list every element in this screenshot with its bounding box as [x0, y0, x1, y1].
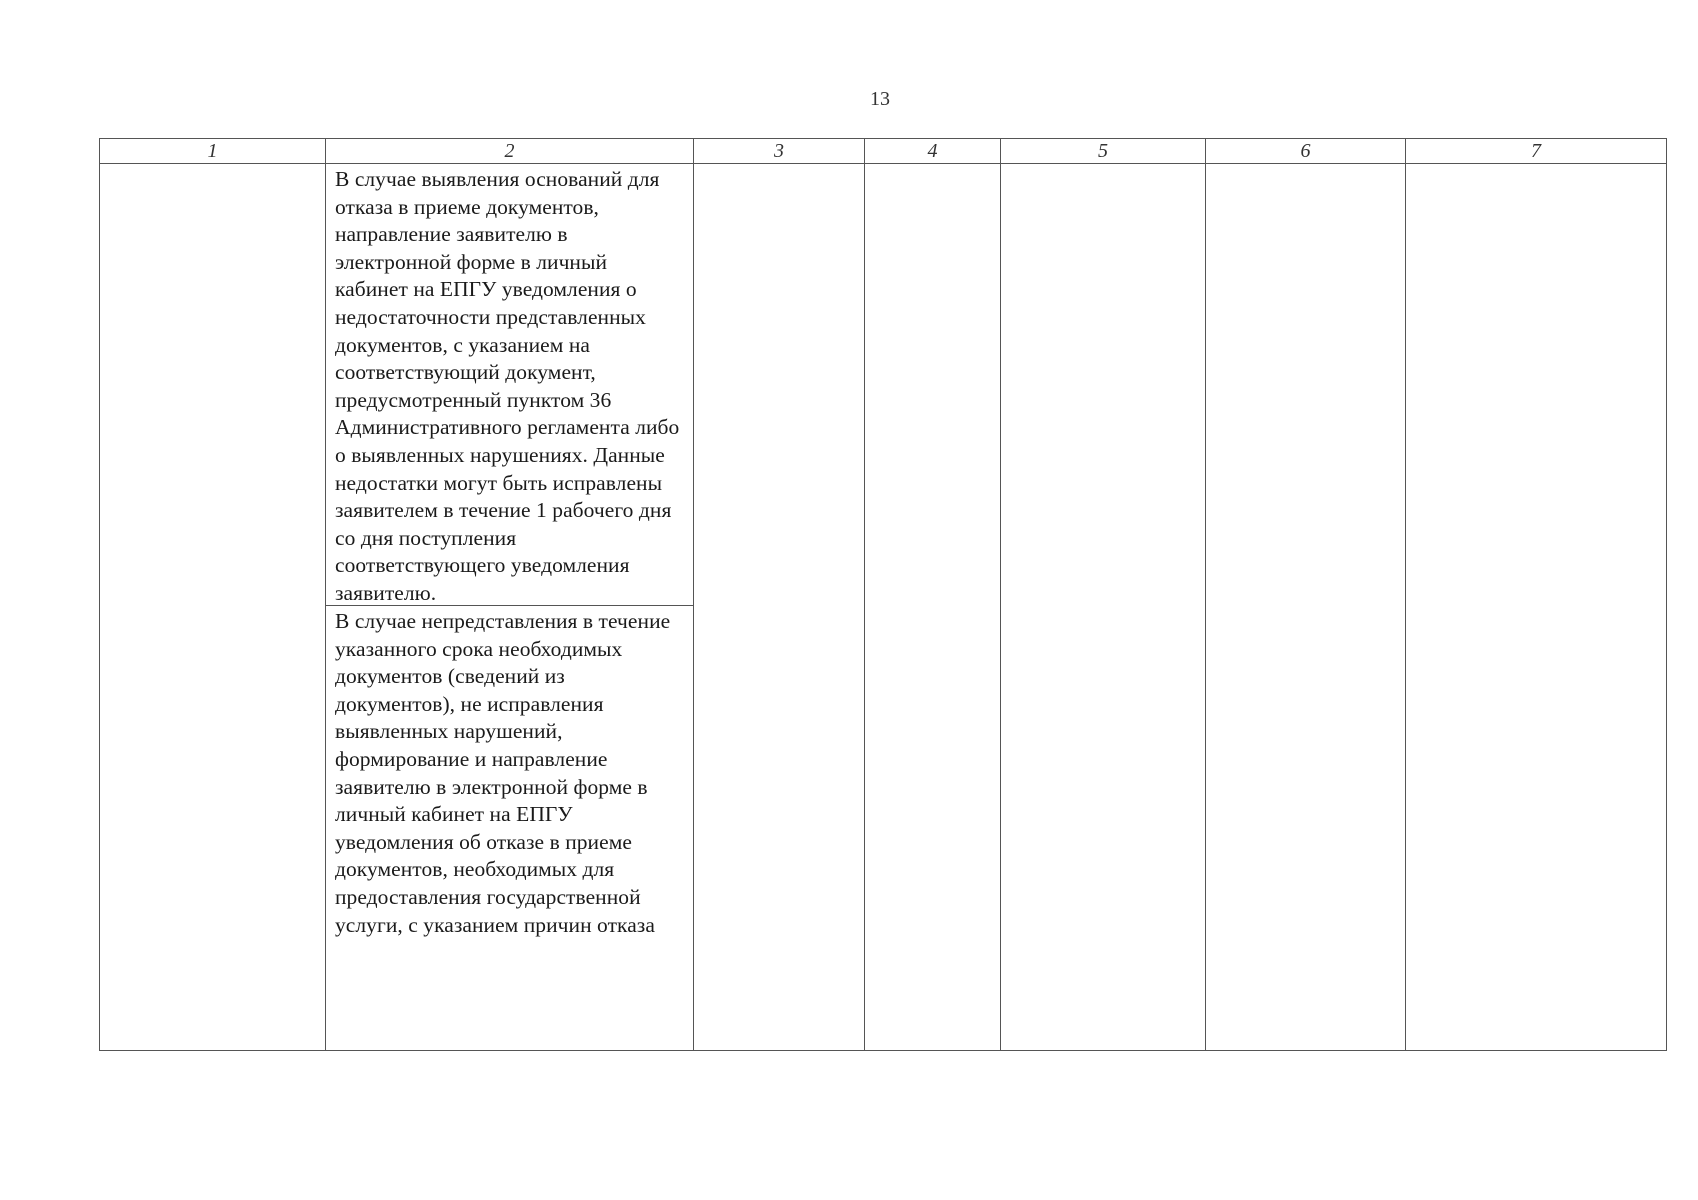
refusal-grounds-block	[326, 164, 693, 606]
column-header-5: 5	[1001, 139, 1206, 164]
procedure-table	[99, 138, 1667, 1051]
cell-col3	[694, 164, 865, 1051]
column-header-2: 2	[326, 139, 694, 164]
column-header-1: 1	[100, 139, 326, 164]
refusal-grounds-text: В случае выявления оснований для отказа в приеме документов, направление заявителю в электронной форме в личный кабинет на ЕПГУ уведомления о недостаточности представленных документов, с указанием на соответствующий документ, предусмотренный пунктом 36 Административного регламента либо о выявленных нарушениях. Данные недостатки могут быть исправлены заявителем в течение 1 рабочего дня со дня поступления соответствующего уведомления заявителю.	[335, 167, 680, 605]
column-header-4: 4	[865, 139, 1001, 164]
table-row	[100, 164, 1667, 1051]
cell-col7	[1406, 164, 1667, 1051]
table-header-row	[100, 139, 1667, 164]
cell-col5	[1001, 164, 1206, 1051]
column-header-7: 7	[1406, 139, 1667, 164]
refusal-notice-text: В случае непредставления в течение указанного срока необходимых документов (сведений из документов), не исправления выявленных нарушений, формирование и направление заявителю в электронной форме в личный кабинет на ЕПГУ уведомления об отказе в приеме документов, необходимых для предоставления государственной услуги, с указанием причин отказа	[335, 609, 671, 937]
cell-col6	[1206, 164, 1406, 1051]
column-header-3: 3	[694, 139, 865, 164]
column-header-6: 6	[1206, 139, 1406, 164]
cell-col2	[326, 164, 694, 1051]
cell-col4	[865, 164, 1001, 1051]
refusal-notice-block	[326, 606, 693, 1050]
page-number: 13	[870, 88, 890, 110]
cell-col1	[100, 164, 326, 1051]
